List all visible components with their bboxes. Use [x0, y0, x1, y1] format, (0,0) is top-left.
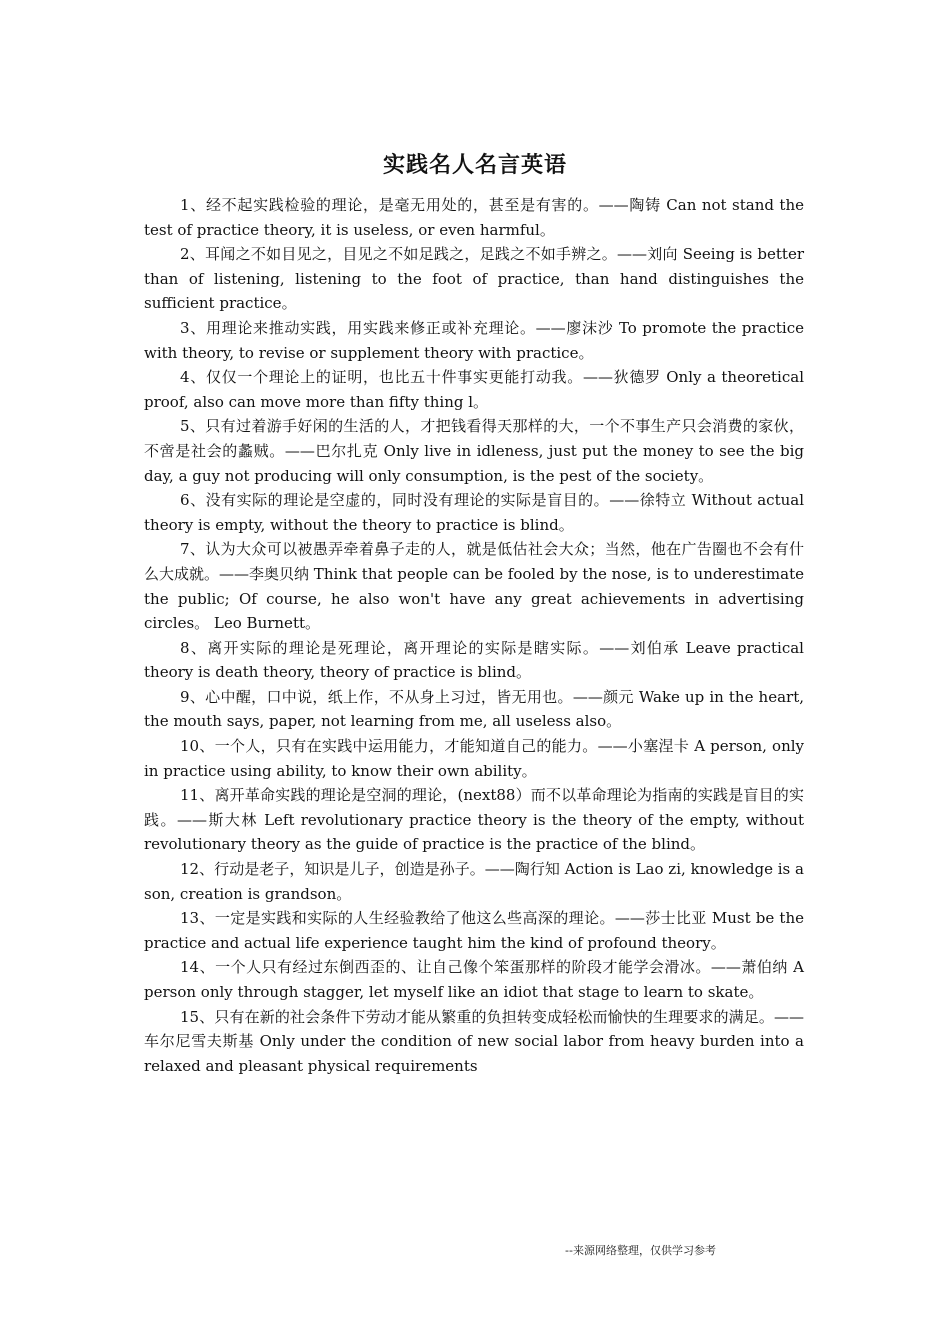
quote-item: 11、离开革命实践的理论是空洞的理论，(next88）而不以革命理论为指南的实践是盲目的实践。——斯大林 Left revolutionary practice theory is the theory of the empty, without revolutionary theory as the guide of practice is the practice of the blind。 — [144, 786, 804, 854]
quote-item: 9、心中醒，口中说，纸上作，不从身上习过，皆无用也。——颜元 Wake up in the heart, the mouth says, paper, not learning from me, all useless also。 — [144, 687, 804, 731]
quote-item: 7、认为大众可以被愚弄牵着鼻子走的人，就是低估社会大众；当然，他在广告圈也不会有什么大成就。——李奥贝纳 Think that people can be fooled by the nose, is to underestimate the public; Of course, he also won't have any great achievements in advertising circles。 Leo Burnett。 — [144, 540, 804, 633]
quote-item: 4、仅仅一个理论上的证明，也比五十件事实更能打动我。——狄德罗 Only a theoretical proof, also can move more than fifty thing l。 — [144, 368, 804, 411]
quote-item: 2、耳闻之不如目见之，目见之不如足践之，足践之不如手辨之。——刘向 Seeing is better than of listening, listening to the foot of practice, than hand distinguishes the sufficient practice。 — [144, 245, 804, 313]
quote-item: 13、一定是实践和实际的人生经验教给了他这么些高深的理论。——莎士比亚 Must be the practice and actual life experience taught him the kind of profound theory。 — [144, 909, 804, 952]
page-title: 实践名人名言英语 — [382, 153, 567, 178]
quote-item: 6、没有实际的理论是空虚的，同时没有理论的实际是盲目的。——徐特立 Without actual theory is empty, without the theory to practice is blind。 — [144, 491, 804, 534]
page-footer: --来源网络整理，仅供学习参考 — [565, 1244, 716, 1257]
quote-item: 5、只有过着游手好闲的生活的人，才把钱看得天那样的大，一个不事生产只会消费的家伙，不啻是社会的蠡贼。——巴尔扎克 Only live in idleness, just put the money to see the big day, a guy not producing will only consumption, is the pest of the society。 — [144, 417, 804, 485]
quote-list — [144, 193, 804, 1078]
quote-item: 10、一个人，只有在实践中运用能力，才能知道自己的能力。——小塞涅卡 A person, only in practice using ability, to know their own ability。 — [144, 737, 804, 780]
quote-item: 8、离开实际的理论是死理论，离开理论的实际是瞎实际。——刘伯承 Leave practical theory is death theory, theory of practice is blind。 — [144, 638, 804, 682]
quote-item: 3、用理论来推动实践，用实践来修正或补充理论。——廖沫沙 To promote the practice with theory, to revise or supplement theory with practice。 — [144, 318, 804, 362]
quote-item: 14、一个人只有经过东倒西歪的、让自己像个笨蛋那样的阶段才能学会滑冰。——萧伯纳 A person only through stagger, let myself like an idiot that stage to learn to skate。 — [144, 958, 804, 1001]
quote-item: 15、只有在新的社会条件下劳动才能从繁重的负担转变成轻松而愉快的生理要求的满足。——车尔尼雪夫斯基 Only under the condition of new social labor from heavy burden into a relaxed and pleasant physical requirements — [144, 1007, 804, 1075]
quote-item: 1、经不起实践检验的理论，是毫无用处的，甚至是有害的。——陶铸 Can not stand the test of practice theory, it is useless, or even harmful。 — [144, 196, 804, 239]
quote-item: 12、行动是老子，知识是儿子，创造是孙子。——陶行知 Action is Lao zi, knowledge is a son, creation is grandson。 — [144, 860, 804, 903]
